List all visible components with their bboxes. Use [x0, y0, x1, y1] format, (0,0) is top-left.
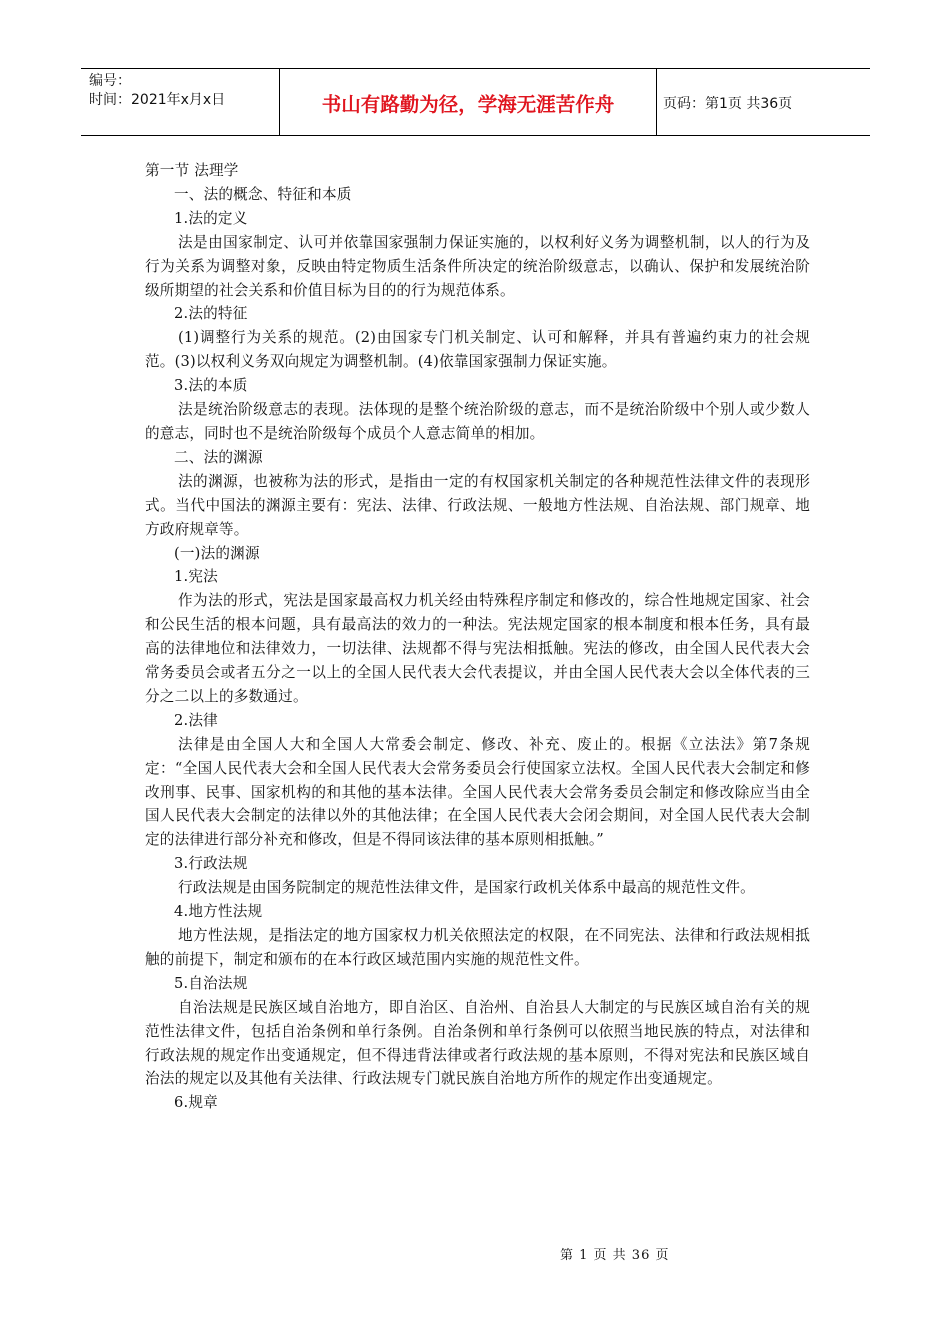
page-header	[81, 68, 870, 136]
section-title: 第一节 法理学	[145, 162, 239, 179]
paragraph-admin-regulations: 行政法规是由国务院制定的规范性法律文件，是国家行政机关体系中最高的规范性文件。	[178, 879, 755, 897]
paragraph-local-regulations: 地方性法规，是指法定的地方国家权力机关依照法定的权限，在不同宪法、法律和行政法规相抵触的前提下，制定和颁布的在本行政区域范围内实施的规范性文件。	[145, 927, 810, 968]
subheading-essence: 3.法的本质	[174, 377, 248, 395]
heading-concept: 一、法的概念、特征和本质	[174, 185, 352, 203]
subheading-constitution: 1.宪法	[174, 568, 218, 586]
header-motto: 书山有路勤为径，学海无涯苦作舟	[280, 69, 657, 135]
page-footer: 第 1 页 共 36 页	[560, 1248, 670, 1263]
document-time-label: 时间：2021年x月x日	[89, 92, 226, 108]
subheading-rules: 6.规章	[174, 1094, 218, 1112]
subheading-autonomous-regulations: 5.自治法规	[174, 974, 248, 992]
document-body	[145, 159, 810, 1115]
header-meta	[81, 69, 280, 135]
header-page-info: 页码：第1页 共36页	[663, 96, 793, 112]
subheading-admin-regulations: 3.行政法规	[174, 855, 248, 873]
paragraph-autonomous-regulations: 自治法规是民族区域自治地方，即自治区、自治州、自治县人大制定的与民族区域自治有关的规范性法律文件，包括自治条例和单行条例。自治条例和单行条例可以依照当地民族的特点，对法律和行政法规的规定作出变通规定，但不得违背法律或者行政法规的基本原则，不得对宪法和民族区域自治法的规定以及其他有关法律、行政法规专门就民族自治地方所作的规定作出变通规定。	[145, 998, 810, 1088]
paragraph-features: (1)调整行为关系的规范。(2)由国家专门机关制定、认可和解释，并具有普遍约束力的社会规范。(3)以权利义务双向规定为调整机制。(4)依靠国家强制力保证实施。	[145, 329, 810, 371]
subheading-local-regulations: 4.地方性法规	[174, 903, 263, 921]
paragraph-sources: 法的渊源，也被称为法的形式，是指由一定的有权国家机关制定的各种规范性法律文件的表现形式。当代中国法的渊源主要有：宪法、法律、行政法规、一般地方性法规、自治法规、部门规章、地方政府规章等。	[145, 472, 810, 538]
paragraph-definition: 法是由国家制定、认可并依靠国家强制力保证实施的，以权利好义务为调整机制，以人的行为及行为关系为调整对象，反映由特定物质生活条件所决定的统治阶级意志，以确认、保护和发展统治阶级所期望的社会关系和价值目标为目的的行为规范体系。	[145, 233, 810, 299]
paragraph-essence: 法是统治阶级意志的表现。法体现的是整个统治阶级的意志，而不是统治阶级中个别人或少数人的意志，同时也不是统治阶级每个成员个人意志简单的相加。	[145, 401, 810, 442]
subheading-features: 2.法的特征	[174, 305, 248, 323]
subheading-sources-list: (一)法的渊源	[174, 544, 260, 562]
subheading-law: 2.法律	[174, 711, 218, 729]
paragraph-constitution: 作为法的形式，宪法是国家最高权力机关经由特殊程序制定和修改的，综合性地规定国家、社会和公民生活的根本问题，具有最高法的效力的一种法。宪法规定国家的根本制度和根本任务，具有最高的法律地位和法律效力，一切法律、法规都不得与宪法相抵触。宪法的修改，由全国人民代表大会常务委员会或者五分之一以上的全国人民代表大会代表提议，并由全国人民代表大会以全体代表的三分之二以上的多数通过。	[145, 592, 810, 705]
heading-sources: 二、法的渊源	[174, 448, 263, 466]
subheading-definition: 1.法的定义	[174, 209, 248, 227]
document-number-label: 编号：	[89, 73, 131, 89]
paragraph-law: 法律是由全国人大和全国人大常委会制定、修改、补充、废止的。根据《立法法》第7条规定：“全国人民代表大会和全国人民代表大会常务委员会行使国家立法权。全国人民代表大会制定和修改刑事、民事、国家机构的和其他的基本法律。全国人民代表大会常务委员会制定和修改除应当由全国人民代表大会制定的法律以外的其他法律；在全国人民代表大会闭会期间，对全国人民代表大会制定的法律进行部分补充和修改，但是不得同该法律的基本原则相抵触。”	[145, 735, 810, 849]
